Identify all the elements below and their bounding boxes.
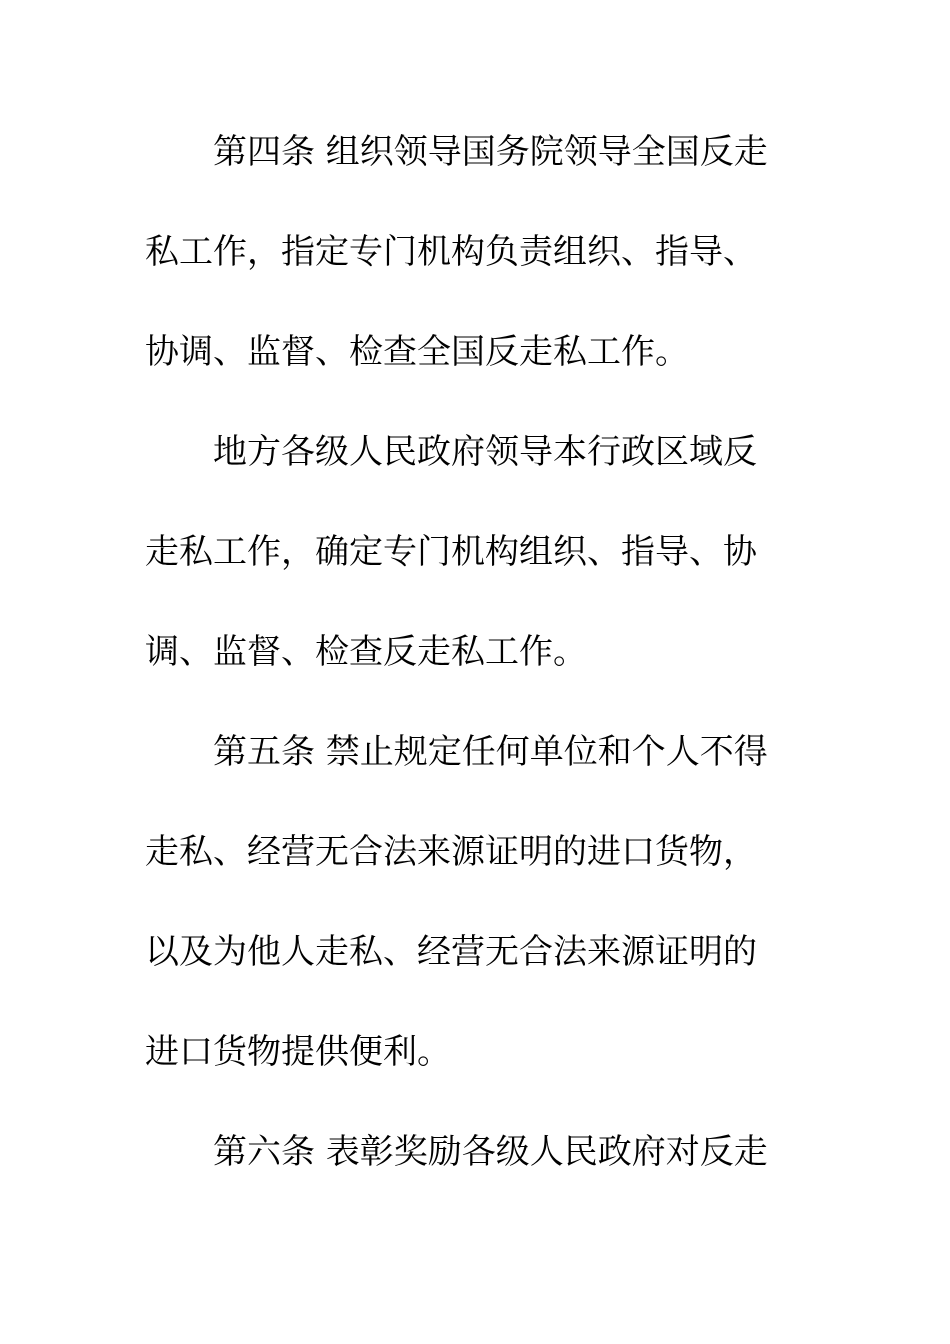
article-5-line-4: 进口货物提供便利。 bbox=[145, 1032, 451, 1072]
article-6-line-1: 第六条 表彰奖励各级人民政府对反走 bbox=[213, 1132, 768, 1172]
article-5-line-2: 走私、经营无合法来源证明的进口货物， bbox=[145, 832, 757, 872]
article-4-line-2: 私工作，指定专门机构负责组织、指导、 bbox=[145, 232, 757, 272]
article-4-line-3: 协调、监督、检查全国反走私工作。 bbox=[145, 332, 689, 372]
article-4-para-2-line-3: 调、监督、检查反走私工作。 bbox=[145, 632, 587, 672]
article-5-line-3: 以及为他人走私、经营无合法来源证明的 bbox=[145, 932, 757, 972]
document-body bbox=[145, 124, 805, 1224]
article-4-para-2-line-2: 走私工作，确定专门机构组织、指导、协 bbox=[145, 532, 757, 572]
article-4-para-2-line-1: 地方各级人民政府领导本行政区域反 bbox=[213, 432, 757, 472]
article-5-line-1: 第五条 禁止规定任何单位和个人不得 bbox=[213, 732, 768, 772]
article-4-line-1: 第四条 组织领导国务院领导全国反走 bbox=[213, 132, 768, 172]
